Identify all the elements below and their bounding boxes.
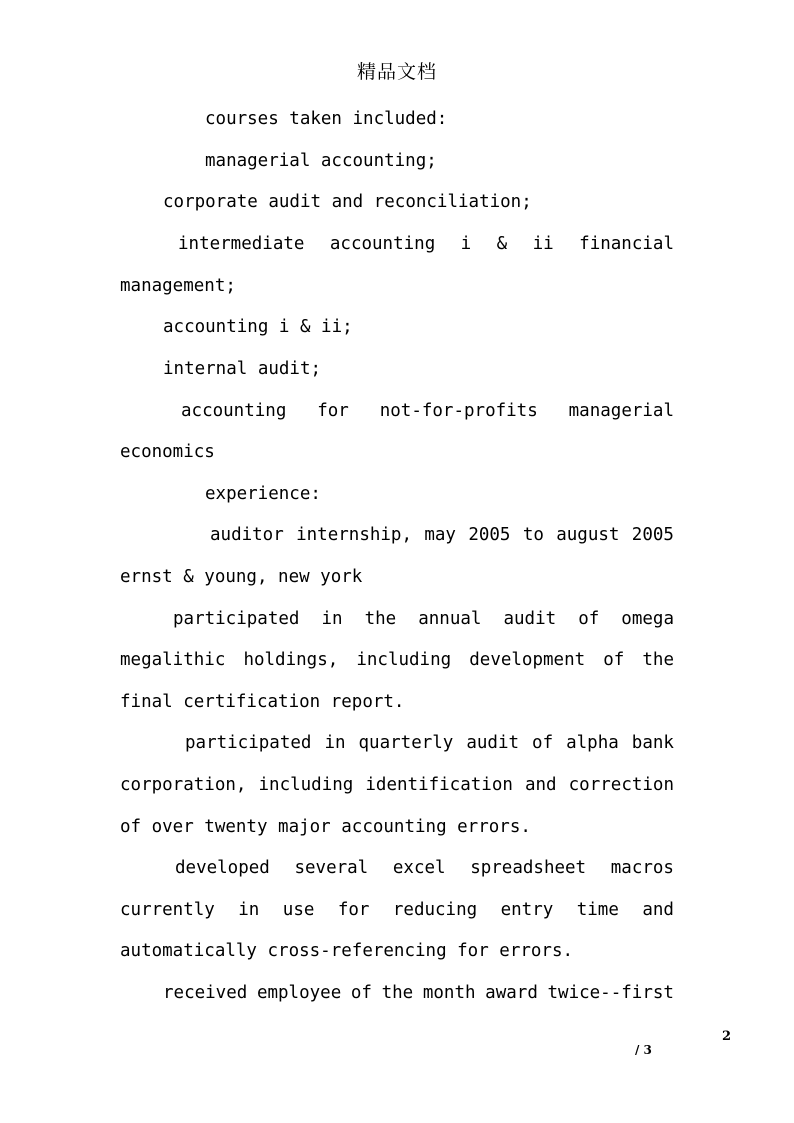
word: may xyxy=(424,525,456,545)
word: award xyxy=(485,983,538,1003)
justified-line xyxy=(163,981,674,1005)
word: accounting xyxy=(181,401,287,421)
word: to xyxy=(522,525,544,545)
word: i xyxy=(460,234,472,254)
word: quarterly xyxy=(358,733,454,753)
word: 2005 xyxy=(468,525,511,545)
word: audit xyxy=(503,609,557,629)
word: in xyxy=(321,609,343,629)
text-line: ernst & young, new york xyxy=(120,567,363,587)
word: twice--first xyxy=(547,983,674,1003)
justified-line xyxy=(185,731,674,755)
text-line: accounting i & ii; xyxy=(163,317,353,337)
justified-line xyxy=(173,607,674,631)
word: received xyxy=(163,983,248,1003)
word: in xyxy=(238,900,260,920)
justified-line xyxy=(210,523,674,547)
word: financial xyxy=(579,234,674,254)
text-line: automatically cross-referencing for errors. xyxy=(120,941,574,961)
justified-line xyxy=(175,856,674,880)
word: 2005 xyxy=(631,525,674,545)
word: spreadsheet xyxy=(470,858,587,878)
word: excel xyxy=(392,858,446,878)
word: & xyxy=(496,234,508,254)
justified-line xyxy=(120,648,674,672)
word: the xyxy=(364,609,397,629)
word: bank xyxy=(631,733,674,753)
word: omega xyxy=(621,609,674,629)
word: several xyxy=(294,858,369,878)
word: megalithic xyxy=(120,650,226,670)
word: internship, xyxy=(296,525,413,545)
justified-line xyxy=(120,773,674,797)
word: intermediate xyxy=(178,234,305,254)
text-line: courses taken included: xyxy=(205,109,448,129)
word: development xyxy=(469,650,586,670)
word: and xyxy=(642,900,674,920)
text-line: of over twenty major accounting errors. xyxy=(120,817,531,837)
word: entry xyxy=(500,900,554,920)
word: corporation, xyxy=(120,775,247,795)
word: including xyxy=(258,775,354,795)
word: the xyxy=(642,650,674,670)
word: auditor xyxy=(210,525,284,545)
word: of xyxy=(350,983,372,1003)
word: of xyxy=(578,609,600,629)
text-line: final certification report. xyxy=(120,692,405,712)
word: annual xyxy=(418,609,482,629)
text-line: experience: xyxy=(205,484,321,504)
word: of xyxy=(532,733,554,753)
word: use xyxy=(282,900,315,920)
justified-line xyxy=(120,898,674,922)
page-total: / 3 xyxy=(635,1043,652,1057)
word: participated xyxy=(185,733,312,753)
word: ii xyxy=(532,234,554,254)
word: accounting xyxy=(329,234,436,254)
text-line: corporate audit and reconciliation; xyxy=(163,192,532,212)
word: for xyxy=(337,900,370,920)
word: including xyxy=(356,650,452,670)
word: for xyxy=(317,401,349,421)
word: and xyxy=(524,775,557,795)
page-number: 2 xyxy=(722,1029,732,1044)
word: of xyxy=(603,650,625,670)
word: month xyxy=(422,983,476,1003)
text-line: economics xyxy=(120,442,215,462)
word: august xyxy=(556,525,620,545)
text-line: managerial accounting; xyxy=(205,151,437,171)
page-header-title: 精品文档 xyxy=(356,61,437,83)
justified-line xyxy=(181,399,674,423)
word: identification xyxy=(365,775,513,795)
word: macros xyxy=(610,858,674,878)
word: correction xyxy=(568,775,674,795)
word: holdings, xyxy=(243,650,339,670)
word: alpha xyxy=(566,733,619,753)
word: time xyxy=(576,900,619,920)
word: audit xyxy=(466,733,520,753)
word: managerial xyxy=(568,401,674,421)
word: the xyxy=(381,983,414,1003)
word: participated xyxy=(173,609,300,629)
justified-line xyxy=(178,232,674,256)
text-line: internal audit; xyxy=(163,359,322,379)
word: in xyxy=(324,733,346,753)
text-line: management; xyxy=(120,276,236,296)
word: not-for-profits xyxy=(379,401,538,421)
word: employee xyxy=(256,983,342,1003)
word: reducing xyxy=(392,900,478,920)
word: developed xyxy=(175,858,270,878)
word: currently xyxy=(120,900,215,920)
